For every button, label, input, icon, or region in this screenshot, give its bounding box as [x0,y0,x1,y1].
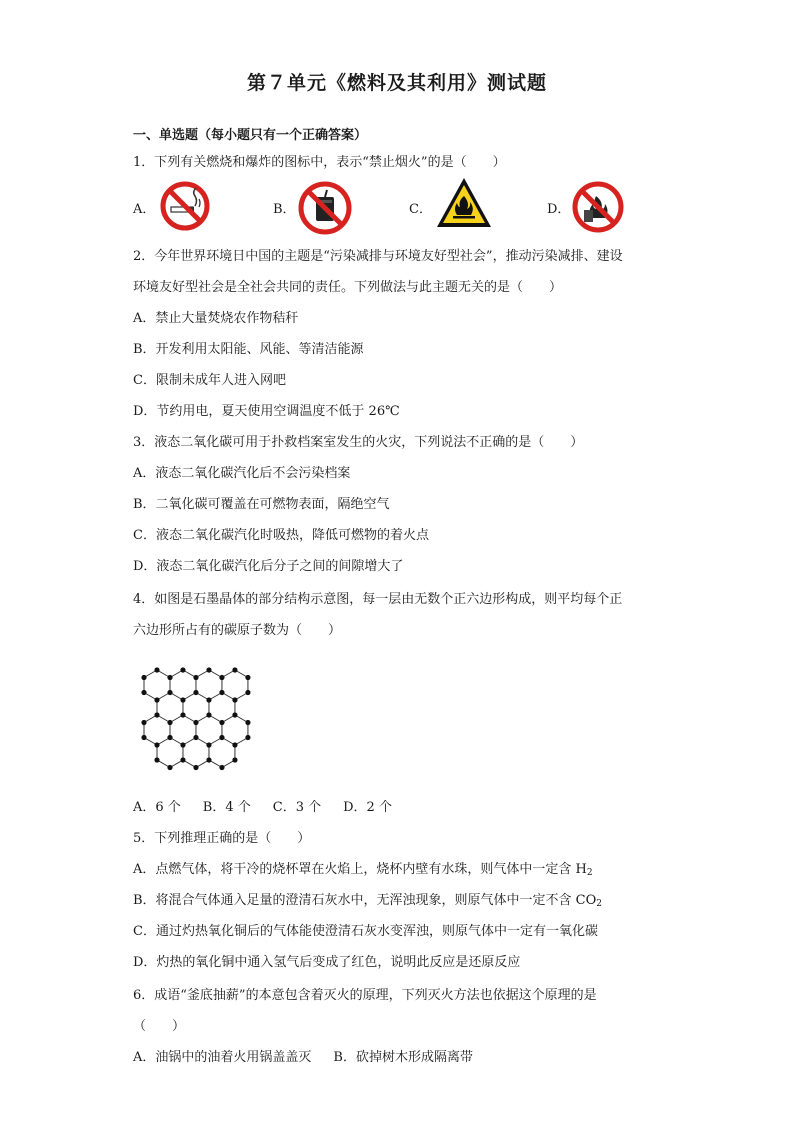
q4-option-b[interactable]: B．4 个 [202,800,251,815]
carbon-atom-32 [206,742,211,747]
q5-option-b-subscript: 2 [596,899,603,909]
carbon-atom-2 [167,690,172,695]
carbon-atom-36 [180,757,185,762]
q2-stem-line2: 环境友好型社会是全社会共同的责任。下列做法与此主题无关的是（ ） [133,280,563,295]
q1-label-d: D． [547,202,571,217]
carbon-atom-18 [180,712,185,717]
q4-stem-line1: 4．如图是石墨晶体的部分结构示意图，每一层由无数个正六边形构成，则平均每个正 [133,592,623,607]
carbon-atom-15 [245,675,250,680]
section-heading: 一、单选题（每小题只有一个正确答案） [133,128,368,143]
q2-option-a[interactable]: A．禁止大量焚烧农作物秸秆 [133,311,299,326]
q5-option-c[interactable]: C．通过灼热氧化铜后的气体能使澄清石灰水变浑浊，则原气体中一定有一氧化碳 [133,924,598,939]
q6-options [133,1046,495,1065]
carbon-atom-9 [180,697,185,702]
carbon-atom-6 [180,667,185,672]
q5-option-b[interactable] [133,889,602,909]
q1-label-c: C． [409,202,432,217]
carbon-atom-10 [206,667,211,672]
carbon-atom-40 [193,765,198,770]
carbon-atom-0 [154,667,159,672]
q6-option-b[interactable]: B．砍掉树木形成隔离带 [333,1050,473,1065]
carbon-atom-25 [167,735,172,740]
carbon-atom-30 [180,742,185,747]
carbon-atom-37 [167,765,172,770]
q4-option-a[interactable]: A．6 个 [133,800,181,815]
carbon-atom-20 [154,712,159,717]
carbon-atom-35 [232,742,237,747]
carbon-atom-22 [193,720,198,725]
carbon-atom-31 [219,735,224,740]
q2-option-b[interactable]: B．开发利用太阳能、风能、等清洁能源 [133,342,364,357]
q6-stem-line1: 6．成语“釜底抽薪”的本意包含着灭火的原理，下列灭火方法也依据这个原理的是 [133,988,597,1003]
no-smoking-sign-icon [159,180,211,232]
carbon-atom-34 [245,735,250,740]
carbon-atom-3 [154,697,159,702]
carbon-atom-39 [206,757,211,762]
q2-option-c[interactable]: C．限制未成年人进入网吧 [133,373,286,388]
q5-option-a[interactable] [133,858,593,878]
graphite-structure-diagram [133,652,273,777]
q2-option-d[interactable]: D．节约用电，夏天使用空调温度不低于 26℃ [133,404,400,419]
carbon-atom-7 [193,675,198,680]
q1-options [133,176,653,234]
carbon-atom-33 [245,720,250,725]
q1-label-b: B． [273,202,296,217]
carbon-atom-1 [167,675,172,680]
q5-option-d[interactable]: D．灼热的氧化铜中通入氢气后变成了红色，说明此反应是还原反应 [133,955,521,970]
q5-option-b-text: B．将混合气体通入足量的澄清石灰水中，无浑浊现象，则原气体中一定不含 CO [133,893,597,908]
no-fireworks-sign-icon [297,180,353,236]
carbon-atom-28 [141,720,146,725]
carbon-atom-42 [219,765,224,770]
carbon-atom-24 [219,720,224,725]
q1-stem: 1．下列有关燃烧和爆炸的图标中，表示“禁止烟火”的是（ ） [133,155,506,170]
flammable-warning-sign-icon [435,176,493,230]
carbon-atom-12 [219,690,224,695]
carbon-atom-19 [167,720,172,725]
q4-options [133,796,414,815]
carbon-atom-38 [154,757,159,762]
carbon-atom-27 [141,735,146,740]
carbon-atom-26 [154,742,159,747]
q4-option-d[interactable]: D．2 个 [343,800,392,815]
carbon-atom-5 [141,675,146,680]
q5-option-a-text: A．点燃气体，将干冷的烧杯罩在火焰上，烧杯内壁有水珠，则气体中一定含 H [133,862,587,877]
carbon-atom-21 [206,712,211,717]
q5-option-a-subscript: 2 [586,868,593,878]
q3-stem: 3．液态二氧化碳可用于扑救档案室发生的火灾，下列说法不正确的是（ ） [133,435,584,450]
no-open-flame-sign-icon [571,180,625,234]
carbon-atom-29 [193,735,198,740]
carbon-atom-17 [232,697,237,702]
q3-option-d[interactable]: D．液态二氧化碳汽化后分子之间的间隙增大了 [133,559,404,574]
carbon-atom-11 [219,675,224,680]
q4-option-c[interactable]: C．3 个 [272,800,322,815]
q4-stem-line2: 六边形所占有的碳原子数为（ ） [133,623,342,638]
q3-option-b[interactable]: B．二氧化碳可覆盖在可燃物表面，隔绝空气 [133,497,390,512]
q1-label-a: A． [133,202,156,217]
carbon-atom-4 [141,690,146,695]
q3-option-c[interactable]: C．液态二氧化碳汽化时吸热，降低可燃物的着火点 [133,528,429,543]
carbon-atom-41 [232,757,237,762]
q5-stem: 5．下列推理正确的是（ ） [133,831,311,846]
q6-stem-line2: （ ） [133,1019,186,1034]
carbon-atom-16 [245,690,250,695]
q6-option-a[interactable]: A．油锅中的油着火用锅盖盖灭 [133,1050,312,1065]
carbon-atom-13 [206,697,211,702]
carbon-atom-14 [232,667,237,672]
page-title: 第７单元《燃料及其利用》测试题 [246,72,547,94]
q2-stem-line1: 2．今年世界环境日中国的主题是“污染减排与环境友好型社会”，推动污染减排、建设 [133,249,623,264]
carbon-atom-8 [193,690,198,695]
q3-option-a[interactable]: A．液态二氧化碳汽化后不会污染档案 [133,466,351,481]
carbon-atom-23 [232,712,237,717]
